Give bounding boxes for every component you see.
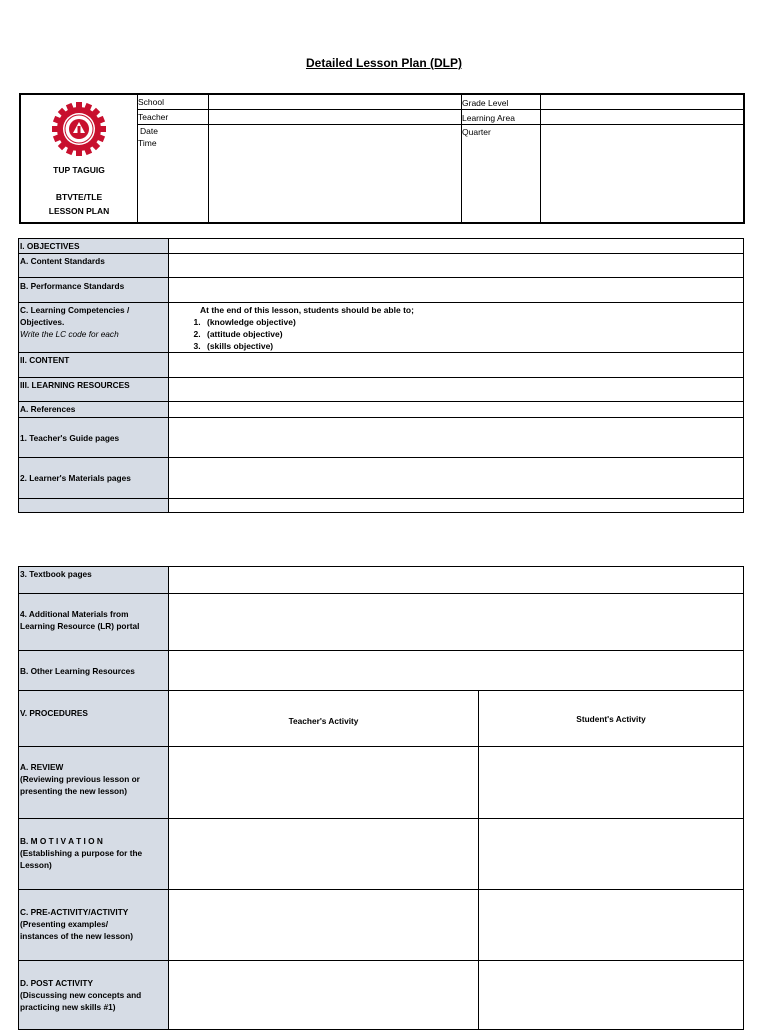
review-student-field[interactable] — [478, 746, 744, 819]
procedures-label: V. PROCEDURES — [18, 690, 169, 747]
performance-standards-field[interactable] — [168, 277, 744, 303]
textbook-label: 3. Textbook pages — [18, 566, 169, 594]
plan-line-1: BTVTE/TLE — [55, 192, 103, 202]
competencies-line-2: Objectives. — [20, 317, 65, 327]
content-label: II. CONTENT — [18, 352, 169, 378]
objective-item: 3. (skills objective) — [203, 340, 743, 352]
school-logo — [50, 100, 108, 158]
post-activity-student-field[interactable] — [478, 960, 744, 1030]
motivation-label — [18, 818, 169, 890]
page-title: Detailed Lesson Plan (DLP) — [305, 56, 463, 70]
school-label: School — [138, 97, 164, 107]
teacher-field[interactable] — [209, 110, 461, 124]
review-line-2: (Reviewing previous lesson or — [20, 774, 140, 784]
objective-item: 2. (attitude objective) — [203, 328, 743, 340]
learning-resources-label: III. LEARNING RESOURCES — [18, 377, 169, 402]
review-line-3: presenting the new lesson) — [20, 786, 127, 796]
learning-area-field[interactable] — [541, 110, 743, 124]
grade-level-field[interactable] — [541, 95, 743, 109]
learning-competencies-label — [18, 302, 169, 353]
teacher-activity-header: Teacher's Activity — [168, 690, 479, 747]
post-activity-label — [18, 960, 169, 1030]
content-field[interactable] — [168, 352, 744, 378]
pre-activity-line-2: (Presenting examples/ — [20, 919, 109, 929]
review-line-1: A. REVIEW — [20, 762, 64, 772]
motivation-line-2: (Establishing a purpose for the — [20, 848, 143, 858]
additional-line-1: 4. Additional Materials from — [20, 609, 129, 619]
pre-activity-line-3: instances of the new lesson) — [20, 931, 133, 941]
objective-list — [181, 316, 743, 352]
learning-competencies-field[interactable] — [168, 302, 744, 353]
post-activity-line-1: D. POST ACTIVITY — [20, 978, 93, 988]
teacher-label: Teacher — [138, 112, 169, 122]
references-label: A. References — [18, 401, 169, 418]
performance-standards-label: B. Performance Standards — [18, 277, 169, 303]
grade-level-label: Grade Level — [462, 98, 509, 108]
motivation-line-1: B. M O T I V A T I O N — [20, 836, 103, 846]
review-label — [18, 746, 169, 819]
pre-activity-line-1: C. PRE-ACTIVITY/ACTIVITY — [20, 907, 129, 917]
learning-area-label: Learning Area — [462, 113, 515, 123]
post-activity-teacher-field[interactable] — [168, 960, 479, 1030]
teachers-guide-field[interactable] — [168, 417, 744, 458]
time-label: Time — [138, 138, 157, 148]
quarter-field[interactable] — [541, 125, 743, 222]
header-table — [19, 93, 745, 224]
blank-label-cell — [18, 498, 169, 513]
motivation-student-field[interactable] — [478, 818, 744, 890]
competencies-line-1: C. Learning Competencies / — [20, 305, 130, 315]
content-standards-label: A. Content Standards — [18, 253, 169, 278]
objectives-label: I. OBJECTIVES — [18, 238, 169, 254]
objectives-field[interactable] — [168, 238, 744, 254]
review-teacher-field[interactable] — [168, 746, 479, 819]
references-field[interactable] — [168, 401, 744, 418]
date-time-field[interactable] — [209, 125, 461, 222]
additional-line-2: Learning Resource (LR) portal — [20, 621, 140, 631]
learners-materials-field[interactable] — [168, 457, 744, 499]
additional-materials-field[interactable] — [168, 593, 744, 651]
learners-materials-label: 2. Learner's Materials pages — [18, 457, 169, 499]
blank-field[interactable] — [168, 498, 744, 513]
teachers-guide-label: 1. Teacher's Guide pages — [18, 417, 169, 458]
learning-resources-field[interactable] — [168, 377, 744, 402]
plan-line-2: LESSON PLAN — [48, 206, 110, 216]
objectives-intro: At the end of this lesson, students should be able to; — [200, 305, 414, 315]
post-activity-line-2: (Discussing new concepts and — [20, 990, 142, 1000]
date-label: Date — [140, 126, 158, 136]
motivation-line-3: Lesson) — [20, 860, 52, 870]
other-resources-label: B. Other Learning Resources — [18, 650, 169, 691]
post-activity-line-3: practicing new skills #1) — [20, 1002, 116, 1012]
pre-activity-student-field[interactable] — [478, 889, 744, 961]
school-field[interactable] — [209, 95, 461, 109]
additional-materials-label — [18, 593, 169, 651]
gear-seal-icon — [50, 100, 108, 158]
other-resources-field[interactable] — [168, 650, 744, 691]
competencies-note: Write the LC code for each — [20, 329, 119, 339]
pre-activity-label — [18, 889, 169, 961]
student-activity-header: Student's Activity — [478, 690, 744, 747]
motivation-teacher-field[interactable] — [168, 818, 479, 890]
textbook-field[interactable] — [168, 566, 744, 594]
school-name: TUP TAGUIG — [53, 165, 105, 175]
content-standards-field[interactable] — [168, 253, 744, 278]
quarter-label: Quarter — [462, 127, 491, 137]
objective-item: 1. (knowledge objective) — [203, 316, 743, 328]
pre-activity-teacher-field[interactable] — [168, 889, 479, 961]
